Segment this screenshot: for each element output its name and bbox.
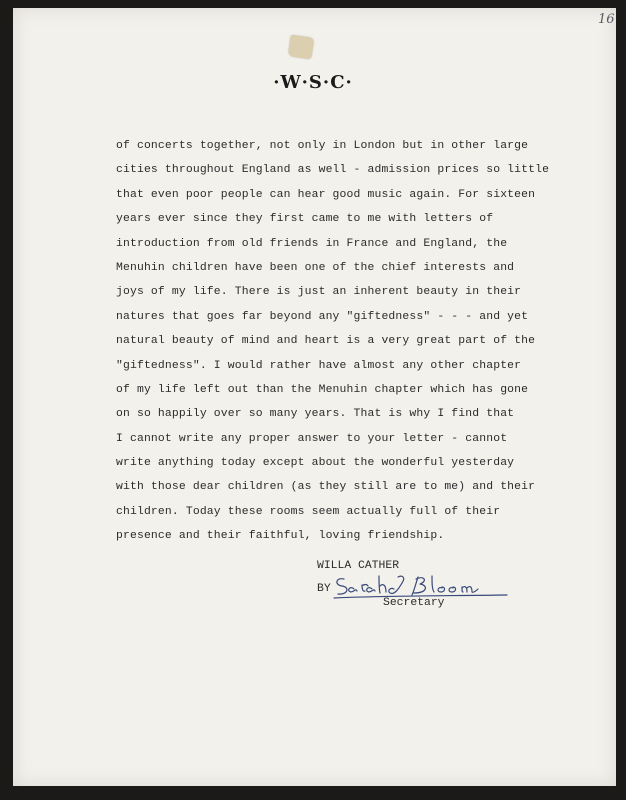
signature-title: Secretary xyxy=(383,597,445,609)
body-line: I cannot write any proper answer to your letter - cannot xyxy=(116,432,508,445)
body-line: natures that goes far beyond any "giftedness" - - - and yet xyxy=(116,310,529,323)
signature-author: WILLA CATHER xyxy=(317,560,400,572)
body-line: with those dear children (as they still are to me) and their xyxy=(116,481,536,494)
body-line: natural beauty of mind and heart is a very great part of the xyxy=(116,335,536,348)
body-line: introduction from old friends in France and England, the xyxy=(116,237,508,250)
body-line: children. Today these rooms seem actually full of their xyxy=(116,505,501,518)
body-line: "giftedness". I would rather have almost any other chapter xyxy=(116,359,522,372)
body-line: of concerts together, not only in London but in other large xyxy=(116,140,529,152)
page-number: 16 xyxy=(598,12,615,27)
body-line: Menuhin children have been one of the chief interests and xyxy=(116,261,515,274)
letter-body xyxy=(116,134,586,549)
body-line: that even poor people can hear good music again. For sixteen xyxy=(116,188,536,201)
tape-mark xyxy=(288,34,315,59)
letterhead-monogram: ·W·S·C· xyxy=(273,72,353,93)
signature-by-label: BY xyxy=(317,583,331,595)
body-line: of my life left out than the Menuhin chapter which has gone xyxy=(116,383,529,396)
body-line: years ever since they first came to me with letters of xyxy=(116,213,494,226)
body-line: cities throughout England as well - admission prices so little xyxy=(116,164,550,177)
body-line: joys of my life. There is just an inherent beauty in their xyxy=(116,286,522,299)
body-line: presence and their faithful, loving friendship. xyxy=(116,530,445,543)
body-line: on so happily over so many years. That is why I find that xyxy=(116,408,515,421)
body-line: write anything today except about the wonderful yesterday xyxy=(116,457,515,470)
